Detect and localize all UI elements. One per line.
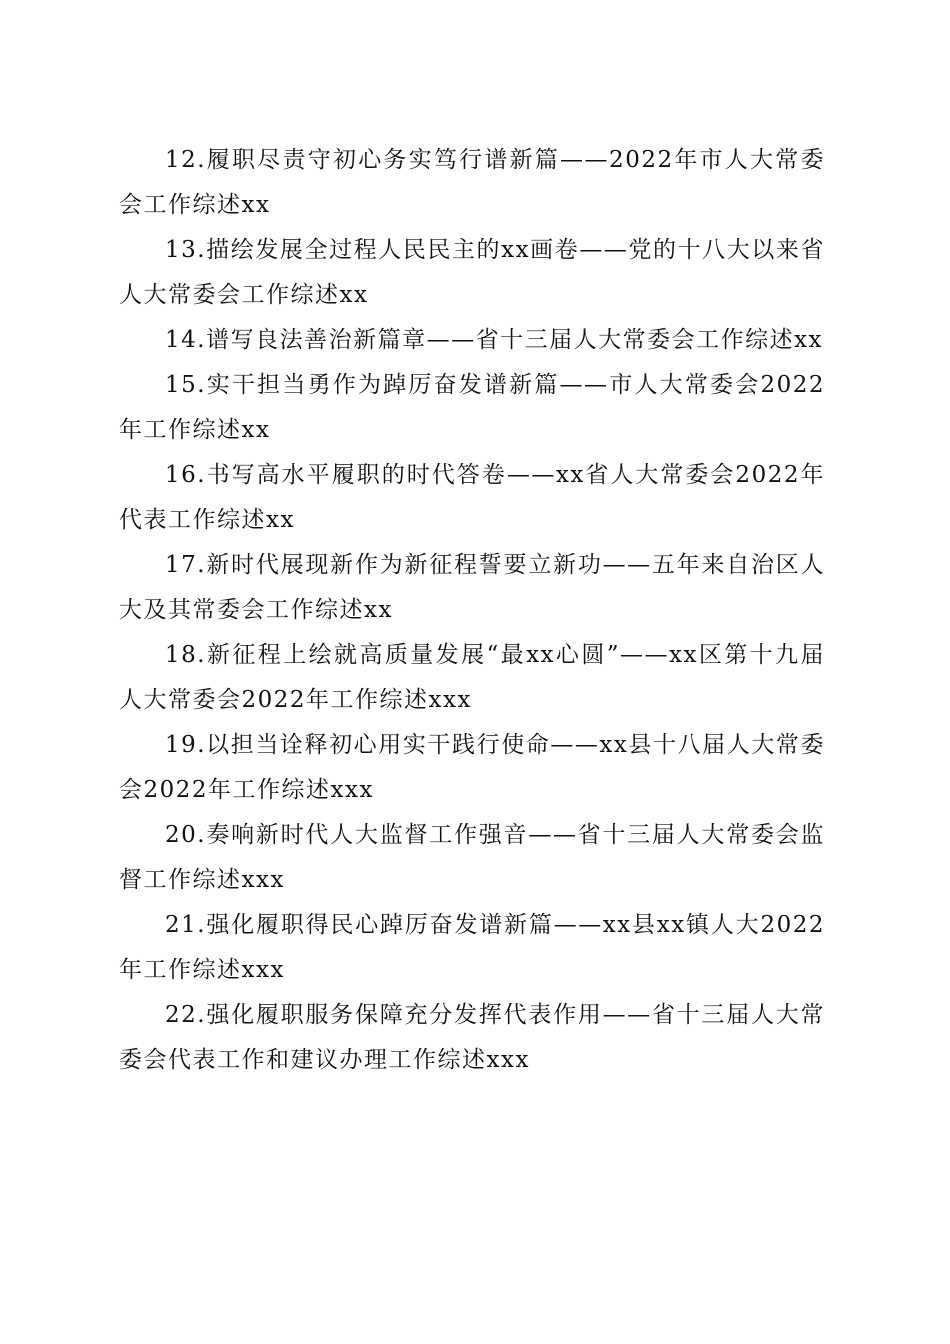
item-19-line-2: 委会2022年工作综述xxx — [119, 732, 825, 803]
item-17-line-2: 人大及其常委会工作综述xx — [119, 552, 825, 623]
item-18-line-1: 18.新征程上绘就高质量发展“最xx心圆”——xx区第十九 — [165, 642, 801, 668]
list-item-15 — [119, 363, 825, 453]
list-item-22 — [119, 993, 825, 1083]
item-16-line-1: 16.书写高水平履职的时代答卷——xx省人大常委会2022年 — [165, 462, 825, 488]
list-item-18 — [119, 633, 825, 723]
item-16-line-2: 代表工作综述xx — [119, 507, 295, 533]
item-20-line-1: 20.奏响新时代人大监督工作强音——省十三届人大常委会 — [165, 822, 801, 848]
item-17-line-1: 17.新时代展现新作为新征程誓要立新功——五年来自治区 — [165, 552, 801, 578]
item-21-line-2: 2022年工作综述xxx — [119, 912, 825, 983]
list-item-16 — [119, 453, 825, 543]
item-13-line-2: 省人大常委会工作综述xx — [119, 237, 825, 308]
item-22-line-1: 22.强化履职服务保障充分发挥代表作用——省十三届人大 — [165, 1002, 801, 1028]
list-item-14 — [119, 318, 825, 363]
item-14-line-1: 14.谱写良法善治新篇章——省十三届人大常委会工作综述 — [165, 327, 795, 353]
item-21-line-1: 21.强化履职得民心踔厉奋发谱新篇——xx县xx镇人大 — [165, 912, 761, 938]
list-item-17 — [119, 543, 825, 633]
item-12-line-1: 12.履职尽责守初心务实笃行谱新篇——2022年市人大常委 — [165, 147, 825, 173]
list-item-13 — [119, 228, 825, 318]
item-13-line-1: 13.描绘发展全过程人民民主的xx画卷——党的十八大以来 — [165, 237, 801, 263]
item-15-line-2: 年工作综述xx — [119, 417, 271, 443]
item-14-line-2: xx — [794, 327, 824, 353]
list-item-20 — [119, 813, 825, 903]
list-item-21 — [119, 903, 825, 993]
item-15-line-1: 15.实干担当勇作为踔厉奋发谱新篇——市人大常委会2022 — [165, 372, 825, 398]
document-body — [119, 138, 825, 1083]
list-item-19 — [119, 723, 825, 813]
item-18-line-2: 届人大常委会2022年工作综述xxx — [119, 642, 825, 713]
item-22-line-2: 常委会代表工作和建议办理工作综述xxx — [119, 1002, 825, 1073]
item-12-line-2: 会工作综述xx — [119, 192, 271, 218]
item-20-line-2: 监督工作综述xxx — [119, 822, 825, 893]
item-19-line-1: 19.以担当诠释初心用实干践行使命——xx县十八届人大常 — [165, 732, 801, 758]
list-item-12 — [119, 138, 825, 228]
